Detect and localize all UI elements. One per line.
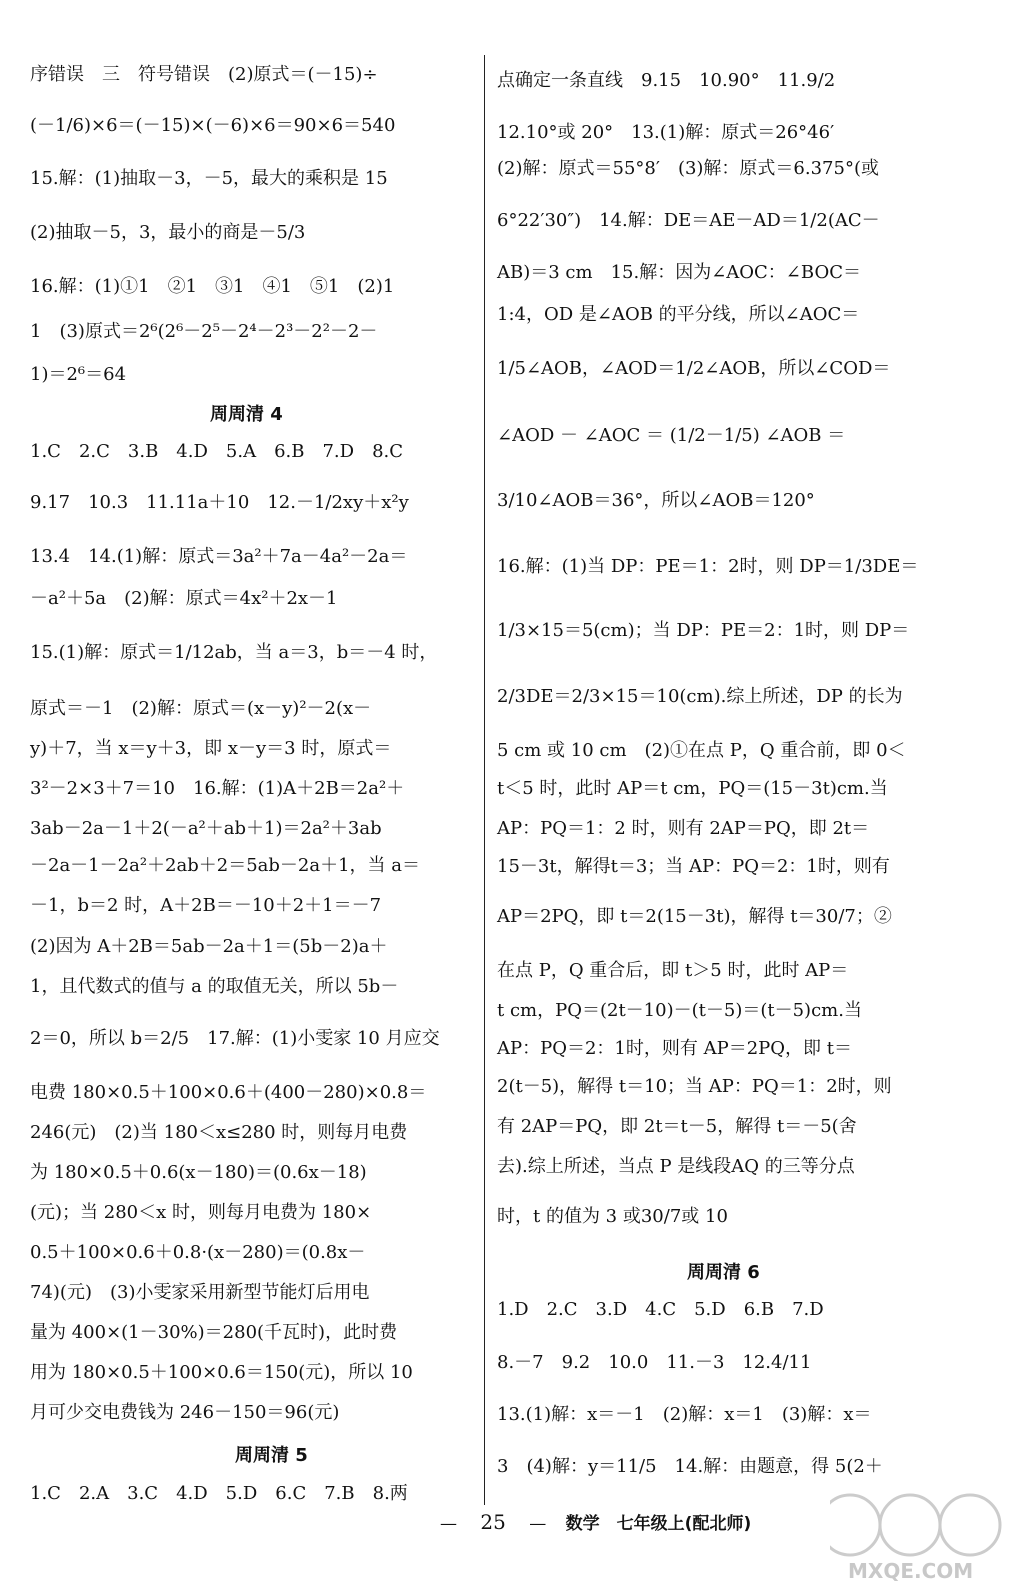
text-line: 1，且代数式的值与 a 的取值无关，所以 5b－ bbox=[30, 976, 399, 997]
footer-subject: 数学 七年级上(配北师) bbox=[565, 1514, 752, 1534]
text-line: y)＋7，当 x＝y＋3，即 x－y＝3 时，原式＝ bbox=[30, 738, 392, 759]
page-footer bbox=[440, 1509, 751, 1534]
text-line: 9.17 10.3 11.11a＋10 12.－1/2xy＋x²y bbox=[30, 492, 409, 513]
text-line: 0.5＋100×0.6＋0.8·(x－280)＝(0.8x－ bbox=[30, 1242, 366, 1263]
text-line: 原式＝－1 (2)解：原式＝(x－y)²－2(x－ bbox=[30, 698, 372, 719]
footer-dash: — bbox=[529, 1514, 547, 1534]
text-line: AB)＝3 cm 15.解：因为∠AOC：∠BOC＝ bbox=[497, 262, 861, 283]
section-heading-week6: 周周清 6 bbox=[687, 1262, 760, 1283]
text-line: 月可少交电费钱为 246－150＝96(元) bbox=[30, 1402, 340, 1423]
text-line: 点确定一条直线 9.15 10.90° 11.9/2 bbox=[497, 70, 836, 91]
text-line: AP：PQ＝1：2 时，则有 2AP＝PQ，即 2t＝ bbox=[497, 818, 870, 839]
text-line: 15.(1)解：原式＝1/12ab，当 a＝3，b＝－4 时， bbox=[30, 642, 438, 663]
text-line: (2)因为 A＋2B＝5ab－2a＋1＝(5b－2)a＋ bbox=[30, 936, 388, 957]
column-divider bbox=[484, 55, 485, 1505]
text-line: 13.4 14.(1)解：原式＝3a²＋7a－4a²－2a＝ bbox=[30, 546, 408, 567]
answer-line: 1.C 2.A 3.C 4.D 5.D 6.C 7.B 8.两 bbox=[30, 1483, 408, 1504]
text-line: 用为 180×0.5＋100×0.6＝150(元)，所以 10 bbox=[30, 1362, 413, 1383]
text-line: 1 (3)原式＝2⁶(2⁶－2⁵－2⁴－2³－2²－2－ bbox=[30, 321, 378, 342]
page-number: 25 bbox=[480, 1510, 506, 1534]
text-line: 16.解：(1)①1 ②1 ③1 ④1 ⑤1 (2)1 bbox=[30, 276, 395, 297]
text-line: (2)解：原式＝55°8′ (3)解：原式＝6.375°(或 bbox=[497, 158, 879, 179]
text-line: 1/5∠AOB，∠AOD＝1/2∠AOB，所以∠COD＝ bbox=[497, 358, 891, 379]
text-line: 8.－7 9.2 10.0 11.－3 12.4/11 bbox=[497, 1352, 812, 1373]
text-line: －2a－1－2a²＋2ab＋2＝5ab－2a＋1，当 a＝ bbox=[30, 855, 420, 876]
text-line: (2)抽取－5，3，最小的商是－5/3 bbox=[30, 222, 306, 243]
text-line: 16.解：(1)当 DP：PE＝1：2时，则 DP＝1/3DE＝ bbox=[497, 556, 919, 577]
text-line: 1/3×15＝5(cm)；当 DP：PE＝2：1时，则 DP＝ bbox=[497, 620, 910, 641]
answer-line: 1.C 2.C 3.B 4.D 5.A 6.B 7.D 8.C bbox=[30, 441, 404, 462]
text-line: 15－3t，解得t＝3；当 AP：PQ＝2：1时，则有 bbox=[497, 856, 890, 877]
text-line: 74)(元) (3)小雯家采用新型节能灯后用电 bbox=[30, 1282, 370, 1303]
text-line: 序错误 三 符号错误 (2)原式＝(－15)÷ bbox=[30, 64, 378, 85]
answer-line: 1.D 2.C 3.D 4.C 5.D 6.B 7.D bbox=[497, 1299, 824, 1320]
watermark-logo bbox=[830, 1490, 1020, 1585]
text-line: 3²－2×3＋7＝10 16.解：(1)A＋2B＝2a²＋ bbox=[30, 778, 405, 799]
text-line: －1，b＝2 时，A＋2B＝－10＋2＋1＝－7 bbox=[30, 895, 382, 916]
text-line: AP：PQ＝2：1时，则有 AP＝2PQ，即 t＝ bbox=[497, 1038, 852, 1059]
text-line: 2(t－5)，解得 t＝10；当 AP：PQ＝1：2时，则 bbox=[497, 1076, 892, 1097]
text-line: 量为 400×(1－30%)＝280(千瓦时)，此时费 bbox=[30, 1322, 398, 1343]
text-line: 1)＝2⁶＝64 bbox=[30, 364, 127, 385]
text-line: (元)；当 280＜x 时，则每月电费为 180× bbox=[30, 1202, 372, 1223]
text-line: 在点 P，Q 重合后，即 t＞5 时，此时 AP＝ bbox=[497, 960, 849, 981]
text-line: －a²＋5a (2)解：原式＝4x²＋2x－1 bbox=[30, 588, 338, 609]
watermark-logo-icon bbox=[830, 1490, 1020, 1585]
text-line: 15.解：(1)抽取－3，－5，最大的乘积是 15 bbox=[30, 168, 388, 189]
text-line: 有 2AP＝PQ，即 2t＝t－5，解得 t＝－5(舍 bbox=[497, 1116, 857, 1137]
text-line: 3 (4)解：y＝11/5 14.解：由题意，得 5(2＋ bbox=[497, 1456, 883, 1477]
text-line: 2/3DE＝2/3×15＝10(cm).综上所述，DP 的长为 bbox=[497, 686, 903, 707]
footer-dash: — bbox=[440, 1514, 457, 1534]
text-line: 12.10°或 20° 13.(1)解：原式＝26°46′ bbox=[497, 122, 835, 143]
text-line: 1:4，OD 是∠AOB 的平分线，所以∠AOC＝ bbox=[497, 304, 860, 325]
text-line: 时，t 的值为 3 或30/7或 10 bbox=[497, 1206, 728, 1227]
svg-text:MXQE.COM: MXQE.COM bbox=[848, 1559, 974, 1583]
text-line: 5 cm 或 10 cm (2)①在点 P，Q 重合前，即 0＜ bbox=[497, 740, 906, 761]
section-heading-week5: 周周清 5 bbox=[235, 1445, 308, 1466]
text-line: AP＝2PQ，即 t＝2(15－3t)，解得 t＝30/7；② bbox=[497, 906, 892, 927]
text-line: ∠AOD － ∠AOC ＝ (1/2－1/5) ∠AOB ＝ bbox=[497, 425, 846, 446]
text-line: t＜5 时，此时 AP＝t cm，PQ＝(15－3t)cm.当 bbox=[497, 778, 888, 799]
text-line: 6°22′30″) 14.解：DE＝AE－AD＝1/2(AC－ bbox=[497, 210, 880, 231]
text-line: 去).综上所述，当点 P 是线段AQ 的三等分点 bbox=[497, 1156, 855, 1177]
text-line: t cm，PQ＝(2t－10)－(t－5)＝(t－5)cm.当 bbox=[497, 1000, 862, 1021]
text-line: 电费 180×0.5＋100×0.6＋(400－280)×0.8＝ bbox=[30, 1082, 427, 1103]
text-line: (－1/6)×6＝(－15)×(－6)×6＝90×6＝540 bbox=[30, 115, 396, 136]
section-heading-week4: 周周清 4 bbox=[210, 404, 283, 425]
text-line: 3ab－2a－1＋2(－a²＋ab＋1)＝2a²＋3ab bbox=[30, 818, 382, 839]
text-line: 13.(1)解：x＝－1 (2)解：x＝1 (3)解：x＝ bbox=[497, 1404, 872, 1425]
text-line: 2＝0，所以 b＝2/5 17.解：(1)小雯家 10 月应交 bbox=[30, 1028, 440, 1049]
text-line: 246(元) (2)当 180＜x≤280 时，则每月电费 bbox=[30, 1122, 408, 1143]
text-line: 为 180×0.5＋0.6(x－180)＝(0.6x－18) bbox=[30, 1162, 367, 1183]
text-line: 3/10∠AOB＝36°，所以∠AOB＝120° bbox=[497, 490, 815, 511]
